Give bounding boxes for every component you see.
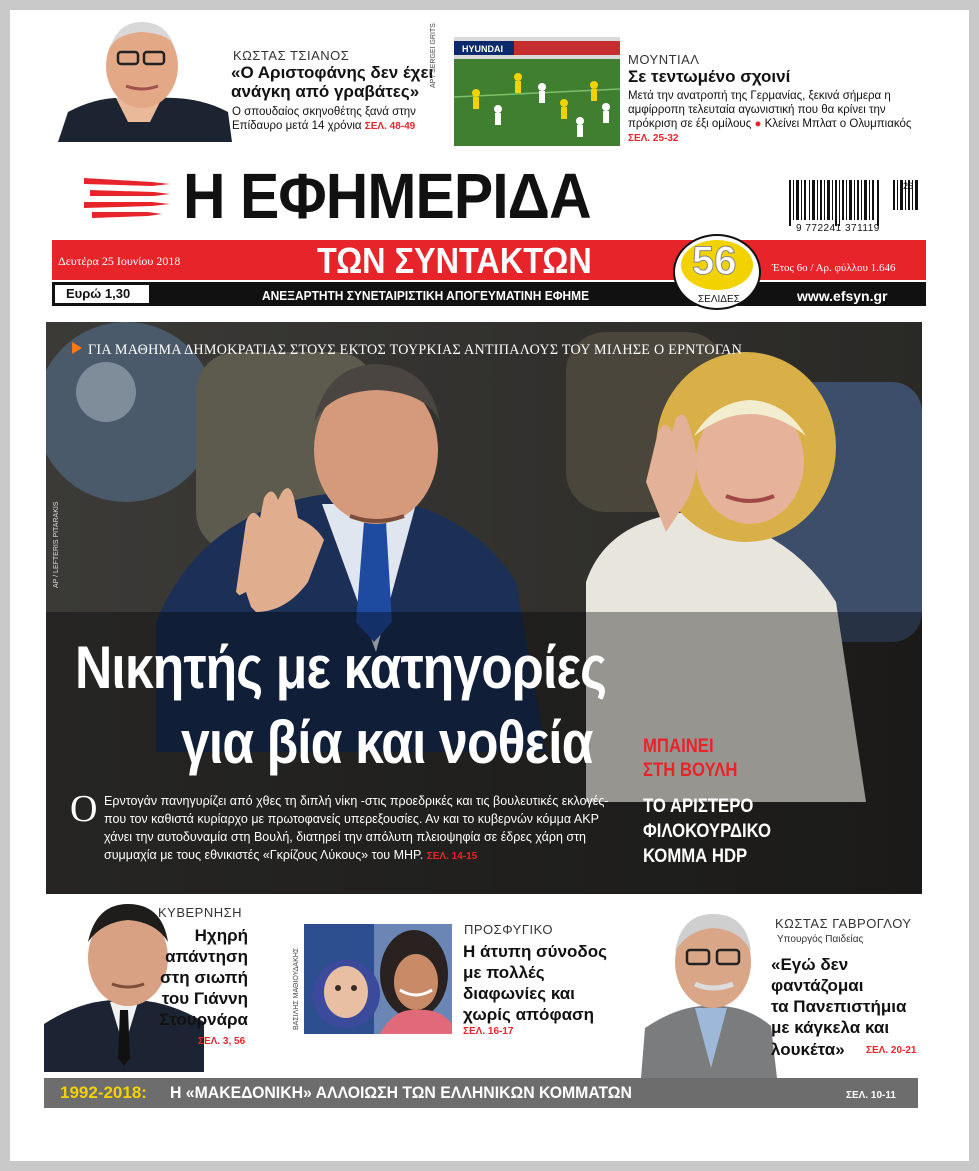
kicker: ΜΟΥΝΤΙΑΛ	[628, 52, 700, 67]
role: Υπουργός Παιδείας	[777, 934, 864, 945]
teaser-body: Μετά την ανατροπή της Γερμανίας, ξεκινά σήμερα η αμφίρροπη τελευταία αγωνιστική που θα κρίνει την πρόκριση σε έξι ομίλους	[628, 90, 891, 130]
page-ref: ΣΕΛ. 14-15	[426, 851, 478, 862]
side-headline-1[interactable]: ΤΟ ΑΡΙΣΤΕΡΟ	[643, 796, 754, 817]
teaser-text	[628, 89, 934, 146]
strip-years: 1992-2018:	[60, 1083, 147, 1102]
page-ref: ΣΕΛ. 10-11	[846, 1090, 896, 1101]
page-ref: ΣΕΛ. 25-32	[628, 133, 679, 144]
main-lede	[104, 792, 624, 866]
teaser-title-l1[interactable]: «Εγώ δεν	[771, 955, 849, 974]
side-headline-3[interactable]: ΚΟΜΜΑ HDP	[643, 846, 748, 867]
page-ref: ΣΕΛ. 3, 56	[198, 1036, 246, 1047]
side-headline-2[interactable]: ΦΙΛΟΚΟΥΡΔΙΚΟ	[643, 821, 771, 842]
page-ref: ΣΕΛ. 16-17	[463, 1026, 514, 1037]
teaser-title-l5[interactable]: λουκέτα»	[771, 1040, 845, 1059]
price: Ευρώ 1,30	[66, 286, 131, 301]
photo-credit: ΒΑΣΙΛΗΣ ΜΑΘΙΟΥΔΑΚΗΣ	[293, 947, 300, 1030]
bullet: ●	[754, 118, 762, 130]
kicker: ΠΡΟΣΦΥΓΙΚΟ	[464, 922, 553, 937]
masthead-title: Η ΕΦΗΜΕΡΙΔΑ	[183, 160, 591, 232]
photo-credit: AP / SERGEI GRITS	[430, 23, 437, 88]
refugee-photo	[304, 924, 452, 1034]
main-headline-line2[interactable]: για βία και νοθεία	[181, 709, 593, 776]
teaser-title-l4[interactable]: του Γιάννη	[161, 989, 248, 1008]
teaser-title-l3[interactable]: στη σιωπή	[160, 968, 248, 987]
barcode-number: 9 772241 371119	[796, 223, 880, 234]
teaser-title-l5[interactable]: Στουρνάρα	[159, 1010, 248, 1029]
main-kicker-arrow	[72, 342, 82, 354]
main-lede-text: Ερντογάν πανηγυρίζει από χθες τη διπλή νίκη -στις προεδρικές και τις βουλευτικές εκλογές- που τον καθιστά κυρίαρχο με πρωτοφανείς υπερεξουσίες. Αν και το κυβερνών κόμμα ΑΚΡ χάνει την αυτοδυναμία στη Βουλή, διατηρεί την απόλυτη πλειοψηφία σε έδρες χάρη στη συμμαχία με τους εθνικιστές «Γκρίζους Λύκους» του ΜΗΡ.	[104, 794, 609, 862]
main-headline-line1[interactable]: Νικητής με κατηγορίες	[75, 634, 607, 701]
portrait-gavroglou	[641, 908, 777, 1078]
football-photo	[454, 37, 620, 146]
teaser-title[interactable]: «Ο Αριστοφάνης δεν έχει ανάγκη από γραβάτες»	[231, 63, 434, 101]
kicker: ΚΩΣΤΑΣ ΤΣΙΑΝΟΣ	[233, 48, 350, 63]
teaser-title-l1[interactable]: Ηχηρή	[194, 926, 248, 945]
page-ref: ΣΕΛ. 48-49	[364, 121, 416, 132]
logo-quills	[82, 172, 172, 218]
ad-text: HYUNDAI	[462, 44, 504, 54]
kicker: ΚΩΣΤΑΣ ΓΑΒΡΟΓΛΟΥ	[775, 916, 912, 931]
teaser-title-l2[interactable]: απάντηση	[165, 947, 248, 966]
portrait-tsianos	[58, 12, 232, 142]
barcode-issue: 26	[903, 181, 914, 191]
teaser-title-l2[interactable]: με πολλές	[463, 963, 545, 982]
masthead-subtitle: ΤΩΝ ΣΥΝΤΑΚΤΩΝ	[317, 240, 592, 281]
issue-number: Έτος 6ο / Αρ. φύλλου 1.646	[772, 262, 896, 274]
teaser-title-l3[interactable]: τα Πανεπιστήμια	[771, 997, 907, 1016]
teaser-title-l4[interactable]: χωρίς απόφαση	[463, 1005, 595, 1024]
pages-label: ΣΕΛΙΔΕΣ	[698, 294, 740, 305]
teaser-title-l1[interactable]: Η άτυπη σύνοδος	[463, 942, 607, 961]
page-ref: ΣΕΛ. 20-21	[866, 1045, 917, 1056]
teaser-title[interactable]: Σε τεντωμένο σχοινί	[628, 67, 791, 86]
website[interactable]: www.efsyn.gr	[797, 288, 888, 304]
teaser-title-l3[interactable]: διαφωνίες και	[463, 984, 575, 1003]
pages-number: 56	[692, 239, 737, 283]
teaser-bullet-text: Κλείνει Μπλατ ο Ολυμπιακός	[764, 118, 912, 130]
kicker: ΚΥΒΕΡΝΗΣΗ	[158, 905, 243, 920]
side-headline-red-2: ΣΤΗ ΒΟΥΛΗ	[643, 760, 738, 781]
strip-text: Η «ΜΑΚΕΔΟΝΙΚΗ» ΑΛΛΟΙΩΣΗ ΤΩΝ ΕΛΛΗΝΙΚΩΝ ΚΟΜΜΑΤΩΝ	[170, 1083, 632, 1102]
teaser-title-l2[interactable]: φαντάζομαι	[771, 976, 864, 995]
tagline: ΑΝΕΞΑΡΤΗΤΗ ΣΥΝΕΤΑΙΡΙΣΤΙΚΗ ΑΠΟΓΕΥΜΑΤΙΝΗ ΕΦΗΜΕ	[262, 288, 590, 303]
photo-credit: AP / LEFTERIS PITARAKIS	[53, 501, 60, 588]
main-kicker: ΓΙΑ ΜΑΘΗΜΑ ΔΗΜΟΚΡΑΤΙΑΣ ΣΤΟΥΣ ΕΚΤΟΣ ΤΟΥΡΚΙΑΣ ΑΝΤΙΠΑΛΟΥΣ ΤΟΥ ΜΙΛΗΣΕ Ο ΕΡΝΤΟΓΑΝ	[88, 342, 743, 358]
teaser-text	[232, 105, 442, 134]
side-headline-red-1: ΜΠΑΙΝΕΙ	[643, 736, 714, 757]
teaser-body: Ο σπουδαίος σκηνοθέτης ξανά στην Επίδαυρο μετά 14 χρόνια	[232, 106, 416, 132]
date: Δευτέρα 25 Ιουνίου 2018	[58, 254, 181, 268]
teaser-title-l4[interactable]: με κάγκελα και	[771, 1018, 890, 1037]
dropcap: Ο	[70, 788, 98, 830]
